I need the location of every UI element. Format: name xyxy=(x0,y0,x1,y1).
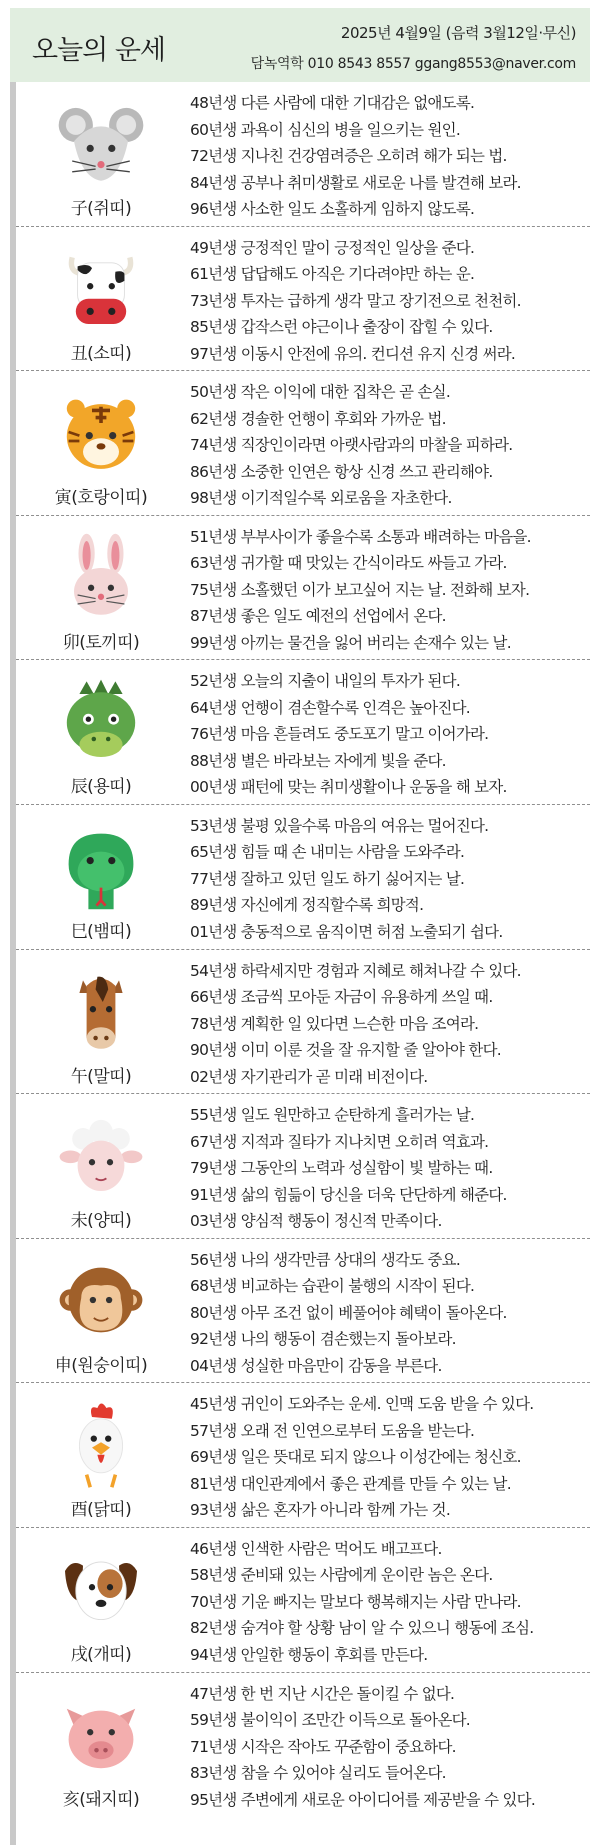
zodiac-row xyxy=(16,660,590,805)
fortune-line: 00년생 패턴에 맞는 취미생활이나 운동을 해 보자. xyxy=(190,778,507,797)
fortune-line: 66년생 조금씩 모아둔 자금이 유용하게 쓰일 때. xyxy=(190,988,493,1007)
fortune-lines xyxy=(190,813,590,946)
fortune-lines xyxy=(190,1391,590,1524)
fortune-line: 93년생 삶은 혼자가 아니라 함께 가는 것. xyxy=(190,1501,451,1520)
fortune-lines xyxy=(190,524,590,657)
fortune-line: 80년생 아무 조건 없이 베풀어야 혜택이 돌아온다. xyxy=(190,1303,507,1322)
zodiac-label: 未(양띠) xyxy=(70,1211,132,1232)
zodiac-row xyxy=(16,1094,590,1239)
fortune-lines xyxy=(190,958,590,1091)
fortune-line: 96년생 사소한 일도 소홀하게 임하지 않도록. xyxy=(190,200,475,218)
zodiac-label: 丑(소띠) xyxy=(70,343,132,364)
zodiac-row xyxy=(16,371,590,516)
fortune-line: 46년생 인색한 사람은 먹어도 배고프다. xyxy=(190,1539,442,1558)
fortune-line: 70년생 기운 빠지는 말보다 행복해지는 사람 만나라. xyxy=(190,1592,521,1611)
fortune-line: 49년생 긍정적인 말이 긍정적인 일상을 준다. xyxy=(190,238,475,257)
fortune-line: 98년생 이기적일수록 외로움을 자초한다. xyxy=(190,489,452,508)
fortune-line: 51년생 부부사이가 좋을수록 소통과 배려하는 마음을. xyxy=(190,527,531,546)
snake-icon xyxy=(56,821,146,911)
fortune-line: 48년생 다른 사람에 대한 기대감은 없애도록. xyxy=(190,94,475,112)
fortune-line: 71년생 시작은 작아도 꾸준함이 중요하다. xyxy=(190,1737,456,1756)
zodiac-row xyxy=(16,1239,590,1384)
fortune-line: 77년생 잘하고 있던 일도 하기 싫어지는 날. xyxy=(190,869,465,888)
fortune-line: 91년생 삶의 힘듦이 당신을 더욱 단단하게 해준다. xyxy=(190,1185,507,1204)
fortune-line: 81년생 대인관계에서 좋은 관계를 만들 수 있는 날. xyxy=(190,1474,511,1493)
fortune-line: 76년생 마음 흔들려도 중도포기 말고 이어가라. xyxy=(190,725,489,744)
fortune-line: 54년생 하락세지만 경험과 지혜로 해쳐나갈 수 있다. xyxy=(190,961,521,980)
fortune-line: 60년생 과욕이 심신의 병을 일으키는 원인. xyxy=(190,120,461,139)
fortune-line: 50년생 작은 이익에 대한 집착은 곧 손실. xyxy=(190,383,451,402)
fortune-line: 85년생 갑작스런 야근이나 출장이 잡힐 수 있다. xyxy=(190,318,493,337)
fortune-line: 82년생 숨겨야 할 상황 남이 알 수 있으니 행동에 조심. xyxy=(190,1619,534,1638)
fortune-line: 74년생 직장인이라면 아랫사람과의 마찰을 피하라. xyxy=(190,436,513,455)
zodiac-label: 申(원숭이띠) xyxy=(54,1355,148,1376)
fortune-line: 88년생 별은 바라보는 자에게 빛을 준다. xyxy=(190,751,446,770)
rabbit-icon xyxy=(56,532,146,622)
fortune-lines xyxy=(190,1536,590,1669)
fortune-line: 52년생 오늘의 지출이 내일의 투자가 된다. xyxy=(190,672,461,691)
fortune-line: 58년생 준비돼 있는 사람에게 운이란 놈은 온다. xyxy=(190,1566,493,1585)
fortune-line: 84년생 공부나 취미생활로 새로운 나를 발견해 보라. xyxy=(190,173,521,192)
zodiac-label: 酉(닭띠) xyxy=(70,1500,132,1521)
zodiac-label: 巳(뱀띠) xyxy=(70,921,132,942)
fortune-line: 95년생 주변에게 새로운 아이디어를 제공받을 수 있다. xyxy=(190,1790,536,1809)
zodiac-list xyxy=(16,82,590,1817)
fortune-line: 03년생 양심적 행동이 정신적 만족이다. xyxy=(190,1212,442,1231)
fortune-line: 97년생 이동시 안전에 유의. 컨디션 유지 신경 써라. xyxy=(190,344,516,363)
fortune-lines xyxy=(190,235,590,368)
fortune-line: 92년생 나의 행동이 겸손했는지 돌아보라. xyxy=(190,1330,456,1349)
fortune-line: 62년생 경솔한 언행이 후회와 가까운 법. xyxy=(190,409,446,428)
fortune-line: 72년생 지나친 건강염려증은 오히려 해가 되는 법. xyxy=(190,147,507,165)
dog-icon xyxy=(56,1544,146,1634)
fortune-line: 01년생 충동적으로 움직이면 허점 노출되기 쉽다. xyxy=(190,922,503,941)
fortune-line: 57년생 오래 전 인연으로부터 도움을 받는다. xyxy=(190,1421,475,1440)
fortune-line: 64년생 언행이 겸손할수록 인격은 높아진다. xyxy=(190,698,470,717)
fortune-line: 63년생 귀가할 때 맛있는 간식이라도 싸들고 가라. xyxy=(190,554,507,573)
page-title: 오늘의 운세 xyxy=(32,35,165,66)
fortune-line: 99년생 아끼는 물건을 잃어 버리는 손재수 있는 날. xyxy=(190,633,511,652)
zodiac-row xyxy=(16,516,590,661)
zodiac-label: 子(쥐띠) xyxy=(70,199,132,219)
zodiac-label: 寅(호랑이띠) xyxy=(54,488,148,509)
fortune-line: 68년생 비교하는 습관이 불행의 시작이 된다. xyxy=(190,1277,475,1296)
fortune-line: 75년생 소홀했던 이가 보고싶어 지는 날. 전화해 보자. xyxy=(190,580,530,599)
rooster-icon xyxy=(56,1399,146,1489)
fortune-lines xyxy=(190,90,590,223)
zodiac-row xyxy=(16,1528,590,1673)
fortune-line: 56년생 나의 생각만큼 상대의 생각도 중요. xyxy=(190,1250,461,1269)
fortune-line: 04년생 성실한 마음만이 감동을 부른다. xyxy=(190,1356,442,1375)
fortune-line: 94년생 안일한 행동이 후회를 만든다. xyxy=(190,1645,428,1664)
fortune-line: 02년생 자기관리가 곧 미래 비전이다. xyxy=(190,1067,428,1086)
zodiac-label: 辰(용띠) xyxy=(70,777,132,798)
zodiac-row xyxy=(16,805,590,950)
fortune-line: 69년생 일은 뜻대로 되지 않으나 이성간에는 청신호. xyxy=(190,1448,521,1467)
tiger-icon xyxy=(56,387,146,477)
fortune-line: 86년생 소중한 인연은 항상 신경 쓰고 관리해야. xyxy=(190,462,493,481)
fortune-line: 78년생 계획한 일 있다면 느슨한 마음 조여라. xyxy=(190,1014,479,1033)
monkey-icon xyxy=(56,1255,146,1345)
fortune-line: 90년생 이미 이룬 것을 잘 유지할 줄 알아야 한다. xyxy=(190,1041,501,1060)
fortune-line: 83년생 참을 수 있어야 실리도 들어온다. xyxy=(190,1764,446,1783)
fortune-line: 45년생 귀인이 도와주는 운세. 인맥 도움 받을 수 있다. xyxy=(190,1395,534,1414)
fortune-line: 73년생 투자는 급하게 생각 말고 장기전으로 천천히. xyxy=(190,291,521,310)
fortune-line: 59년생 불이익이 조만간 이득으로 돌아온다. xyxy=(190,1711,470,1730)
fortune-line: 47년생 한 번 지난 시간은 돌이킬 수 없다. xyxy=(190,1684,455,1703)
horse-icon xyxy=(56,966,146,1056)
zodiac-label: 亥(돼지띠) xyxy=(62,1789,140,1810)
fortune-lines xyxy=(190,1247,590,1380)
date-line: 2025년 4월9일 (음력 3월12일·무신) xyxy=(340,24,576,42)
fortune-line: 55년생 일도 원만하고 순탄하게 흘러가는 날. xyxy=(190,1106,475,1125)
zodiac-row xyxy=(16,950,590,1095)
fortune-lines xyxy=(190,1102,590,1235)
dragon-icon xyxy=(56,676,146,766)
zodiac-label: 午(말띠) xyxy=(70,1066,132,1087)
zodiac-row xyxy=(16,1383,590,1528)
zodiac-row xyxy=(16,227,590,372)
contact-line: 담녹역학 010 8543 8557 ggang8553@naver.com xyxy=(250,56,576,72)
fortune-line: 65년생 힘들 때 손 내미는 사람을 도와주라. xyxy=(190,843,465,862)
zodiac-label: 卯(토끼띠) xyxy=(62,632,140,653)
fortune-line: 53년생 불평 있을수록 마음의 여유는 멀어진다. xyxy=(190,816,489,835)
fortune-line: 87년생 좋은 일도 예전의 선업에서 온다. xyxy=(190,607,446,626)
ox-icon xyxy=(56,243,146,333)
fortune-line: 89년생 자신에게 정직할수록 희망적. xyxy=(190,896,424,915)
fortune-lines xyxy=(190,379,590,512)
zodiac-row xyxy=(16,1673,590,1818)
zodiac-label: 戌(개띠) xyxy=(70,1644,132,1665)
zodiac-row xyxy=(16,82,590,227)
fortune-lines xyxy=(190,1681,590,1814)
rat-icon xyxy=(56,98,146,188)
fortune-line: 67년생 지적과 질타가 지나치면 오히려 역효과. xyxy=(190,1132,489,1151)
header xyxy=(10,8,590,82)
pig-icon xyxy=(56,1689,146,1779)
fortune-line: 79년생 그동안의 노력과 성실함이 빛 발하는 때. xyxy=(190,1159,493,1178)
sheep-icon xyxy=(56,1110,146,1200)
fortune-lines xyxy=(190,668,590,801)
fortune-line: 61년생 답답해도 아직은 기다려야만 하는 운. xyxy=(190,265,475,284)
